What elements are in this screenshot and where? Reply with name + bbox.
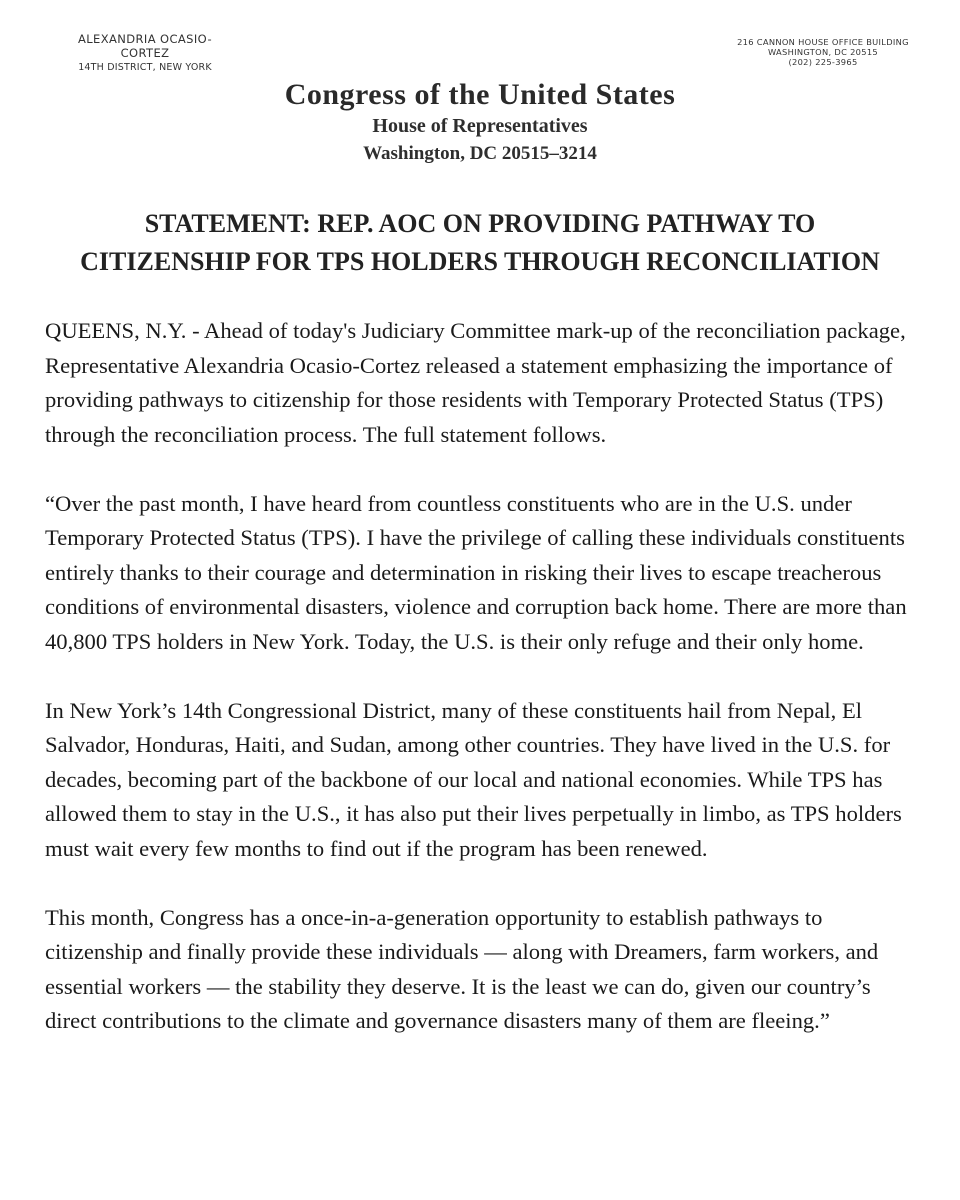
statement-title-line2: CITIZENSHIP FOR TPS HOLDERS THROUGH RECONCILIATION xyxy=(80,247,880,276)
member-district: 14TH DISTRICT, NEW YORK xyxy=(78,62,212,73)
member-name: ALEXANDRIA OCASIO-CORTEZ xyxy=(77,32,212,60)
body-paragraph: This month, Congress has a once-in-a-generation opportunity to establish pathways to citizenship and finally provide these individuals — along with Dreamers, farm workers, and essential workers — the stability they deserve. It is the least we can do, given our country’s direct contributions to the climate and governance disasters many of them are fleeing.” xyxy=(45,904,879,1033)
statement-body xyxy=(45,314,925,1073)
statement-title-line1: STATEMENT: REP. AOC ON PROVIDING PATHWAY TO xyxy=(144,209,816,238)
letterhead-house: House of Representatives xyxy=(372,115,588,137)
member-name-block xyxy=(60,32,230,73)
body-paragraph: QUEENS, N.Y. - Ahead of today's Judiciary Committee mark-up of the reconciliation package, Representative Alexandria Ocasio-Cortez released a statement emphasizing the importance of providing pathways to citizenship for those residents with Temporary Protected Status (TPS) through the reconciliation process. The full statement follows. xyxy=(45,318,906,447)
letterhead-congress: Congress of the United States xyxy=(284,78,676,111)
body-paragraph: “Over the past month, I have heard from countless constituents who are in the U.S. under Temporary Protected Status (TPS). I have the privilege of calling these individuals constituents entirely thanks to their courage and determination in risking their lives to escape treacherous conditions of environmental disasters, violence and corruption back home. There are more than 40,800 TPS holders in New York. Today, the U.S. is their only refuge and their only home. xyxy=(45,490,907,654)
office-address-line2: WASHINGTON, DC 20515 xyxy=(767,47,878,57)
body-paragraph: In New York’s 14th Congressional District, many of these constituents hail from Nepal, El Salvador, Honduras, Haiti, and Sudan, among other countries. They have lived in the U.S. for decades, becoming part of the backbone of our local and national economies. While TPS has allowed them to stay in the U.S., it has also put their lives perpetually in limbo, as TPS holders must wait every few months to find out if the program has been renewed. xyxy=(45,697,902,861)
office-address-block xyxy=(728,37,918,67)
congress-letterhead xyxy=(0,78,960,166)
office-address-line1: 216 CANNON HOUSE OFFICE BUILDING xyxy=(737,37,909,47)
office-phone: (202) 225-3965 xyxy=(788,57,858,67)
statement-title xyxy=(40,205,920,281)
letterhead-address: Washington, DC 20515–3214 xyxy=(363,143,597,164)
